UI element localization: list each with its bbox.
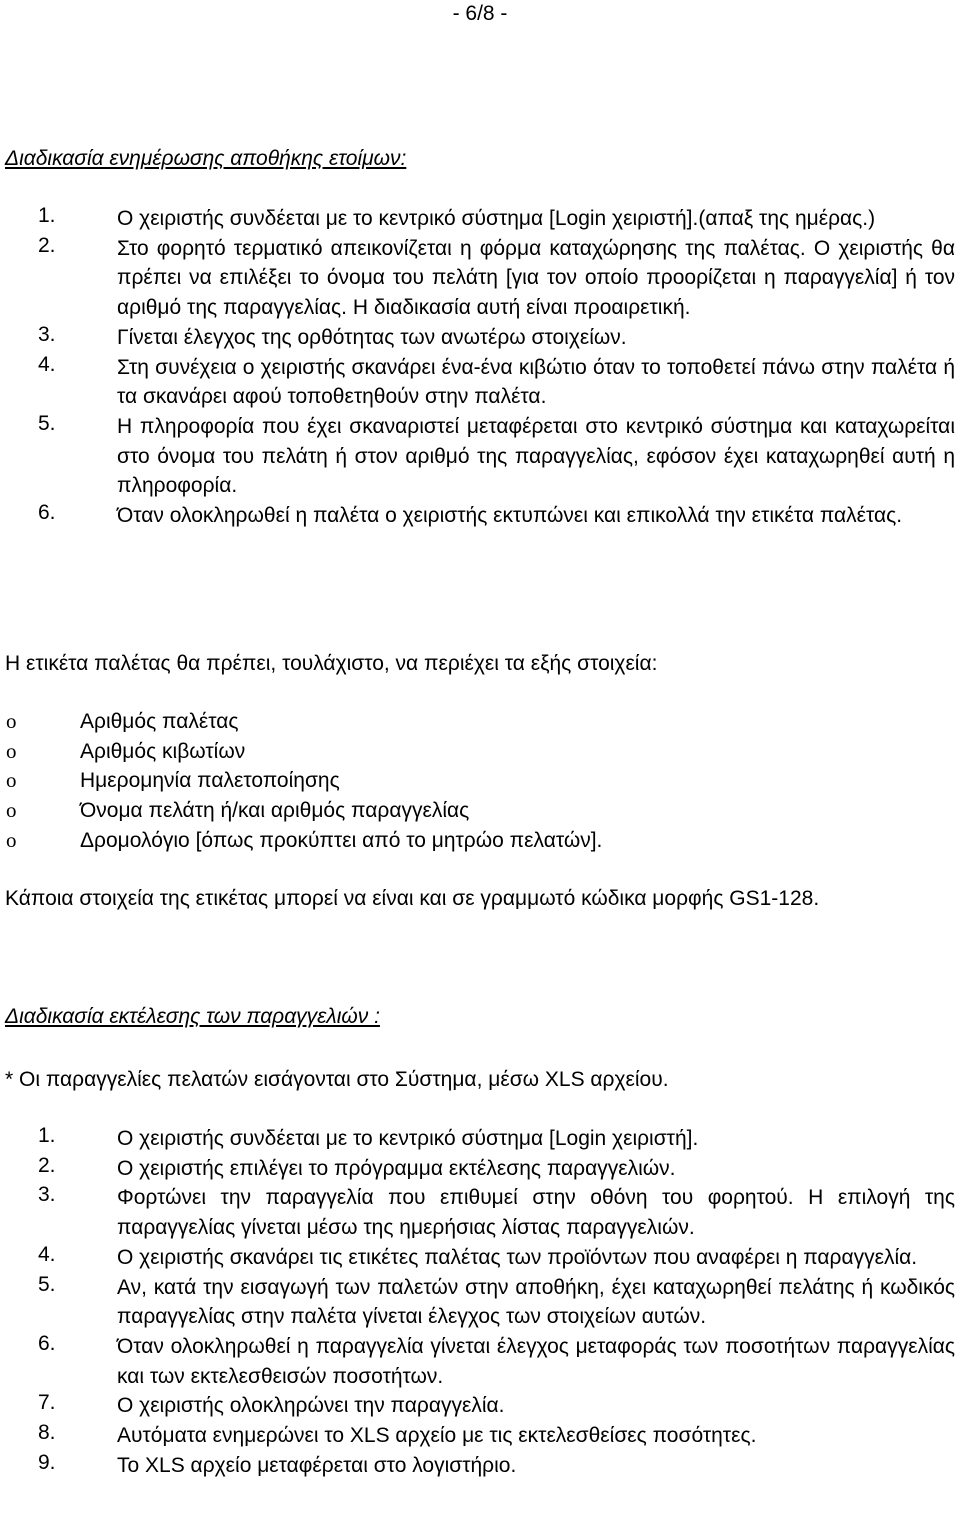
list-item-number: 3. (38, 322, 56, 346)
list-item-text: Ο χειριστής ολοκληρώνει την παραγγελία. (117, 1394, 505, 1418)
list-item (0, 707, 960, 737)
list-item-text: Ο χειριστής συνδέεται με το κεντρικό σύστημα [Login χειριστή].(απαξ της ημέρας.) (117, 207, 876, 230)
list-item-text: Γίνεται έλεγχος της ορθότητας των ανωτέρω στοιχείων. (117, 325, 627, 349)
list-item-text: Ο χειριστής σκανάρει τις ετικέτες παλέτας των προϊόντων που αναφέρει η παραγγελία. (117, 1245, 918, 1269)
list-item (0, 204, 960, 234)
list-item-number: 8. (38, 1421, 56, 1445)
bullet-mark: o (6, 827, 17, 852)
list-item-number: 7. (38, 1391, 56, 1415)
page-number: - 6/8 - (452, 2, 508, 25)
label-field: Ημερομηνία παλετοποίησης (80, 769, 340, 793)
list-item-text: Στο φορητό τερματικό απεικονίζεται η φόρμα καταχώρησης της παλέτας. Ο χειριστής θα πρέπει να επιλέξει το όνομα του πελάτη [για τον οποίο προορίζεται η παραγγελία] ή τον αριθμό της παραγγελίας. Η διαδικασία αυτή είναι προαιρετική. (117, 236, 955, 320)
list-item-number: 1. (38, 204, 56, 227)
label-fields-list (0, 707, 960, 855)
list-item-text: Ο χειριστής συνδέεται με το κεντρικό σύστημα [Login χειριστή]. (117, 1127, 699, 1150)
label-field: Δρομολόγιο [όπως προκύπτει από το μητρώο πελατών]. (80, 828, 603, 852)
label-field: Αριθμός κιβωτίων (80, 739, 246, 763)
xls-import-note: * Οι παραγγελίες πελατών εισάγονται στο Σύστημα, μέσω XLS αρχείου. (5, 1068, 669, 1091)
list-item-number: 5. (38, 1272, 56, 1296)
list-item-text: Στη συνέχεια ο χειριστής σκανάρει ένα-ένα κιβώτιο όταν το τοποθετεί πάνω στην παλέτα ή τα σκανάρει αφού τοποθετηθούν στην παλέτα. (117, 355, 955, 409)
list-item (0, 826, 960, 856)
list-item-text: Όταν ολοκληρωθεί η παραγγελία γίνεται έλεγχος μεταφοράς των ποσοτήτων παραγγελίας και των εκτελεσθεισών ποσοτήτων. (117, 1334, 955, 1388)
list-item (0, 412, 960, 501)
list-item-number: 6. (38, 501, 56, 525)
list-item-number: 2. (38, 1153, 56, 1177)
bullet-mark: o (6, 768, 17, 793)
list-item-text: Φορτώνει την παραγγελία που επιθυμεί στην οθόνη του φορητού. Η επιλογή της παραγγελίας γίνεται μέσω της ημερήσιας λίστας παραγγελιών. (117, 1186, 955, 1240)
list-item-number: 1. (38, 1124, 56, 1147)
list-item (0, 323, 960, 353)
label-field: Αριθμός παλέτας (80, 710, 239, 733)
list-item (0, 1273, 960, 1332)
list-item-number: 4. (38, 352, 56, 376)
list-item (0, 1124, 960, 1154)
list-item-number: 4. (38, 1242, 56, 1266)
order-execution-steps (0, 1124, 960, 1480)
list-item-text: Ο χειριστής επιλέγει το πρόγραμμα εκτέλεσης παραγγελιών. (117, 1156, 676, 1180)
section-heading-order-execution: Διαδικασία εκτέλεσης των παραγγελιών : (5, 1005, 380, 1028)
list-item (0, 234, 960, 323)
list-item-text: Όταν ολοκληρωθεί η παλέτα ο χειριστής εκτυπώνει και επικολλά την ετικέτα παλέτας. (117, 504, 903, 528)
barcode-note: Κάποια στοιχεία της ετικέτας μπορεί να είναι και σε γραμμωτό κώδικα μορφής GS1-128. (5, 887, 820, 910)
list-item (0, 1332, 960, 1391)
list-item-number: 9. (38, 1450, 56, 1474)
list-item-text: Το XLS αρχείο μεταφέρεται στο λογιστήριο. (117, 1453, 517, 1477)
list-item (0, 501, 960, 531)
list-item (0, 1391, 960, 1421)
list-item (0, 766, 960, 796)
list-item-text: Αυτόματα ενημερώνει το XLS αρχείο με τις εκτελεσθείσες ποσότητες. (117, 1424, 757, 1448)
list-item (0, 1451, 960, 1481)
list-item-text: Αν, κατά την εισαγωγή των παλετών στην αποθήκη, έχει καταχωρηθεί πελάτης ή κωδικός παραγγελίας στην παλέτα γίνεται έλεγχος των στοιχείων αυτών. (117, 1275, 955, 1329)
list-item-text: Η πληροφορία που έχει σκαναριστεί μεταφέρεται στο κεντρικό σύστημα και καταχωρείται στο όνομα του πελάτη ή στον αριθμό της παραγγελίας, εφόσον έχει καταχωρηθεί αυτή η πληροφορία. (117, 414, 955, 498)
section-heading-stock-update: Διαδικασία ενημέρωσης αποθήκης ετοίμων: (5, 147, 407, 170)
list-item (0, 737, 960, 767)
list-item (0, 353, 960, 412)
list-item-number: 3. (38, 1183, 56, 1207)
list-item (0, 796, 960, 826)
list-item-number: 2. (38, 233, 56, 257)
list-item (0, 1243, 960, 1273)
list-item-number: 6. (38, 1331, 56, 1355)
list-item (0, 1183, 960, 1242)
bullet-mark: o (6, 709, 17, 733)
list-item-number: 5. (38, 411, 56, 435)
bullet-mark: o (6, 798, 17, 823)
stock-update-steps (0, 204, 960, 531)
bullet-mark: o (6, 738, 17, 763)
label-field: Όνομα πελάτη ή/και αριθμός παραγγελίας (80, 799, 470, 823)
list-item (0, 1421, 960, 1451)
list-item (0, 1154, 960, 1184)
label-intro: Η ετικέτα παλέτας θα πρέπει, τουλάχιστο, να περιέχει τα εξής στοιχεία: (5, 652, 658, 675)
